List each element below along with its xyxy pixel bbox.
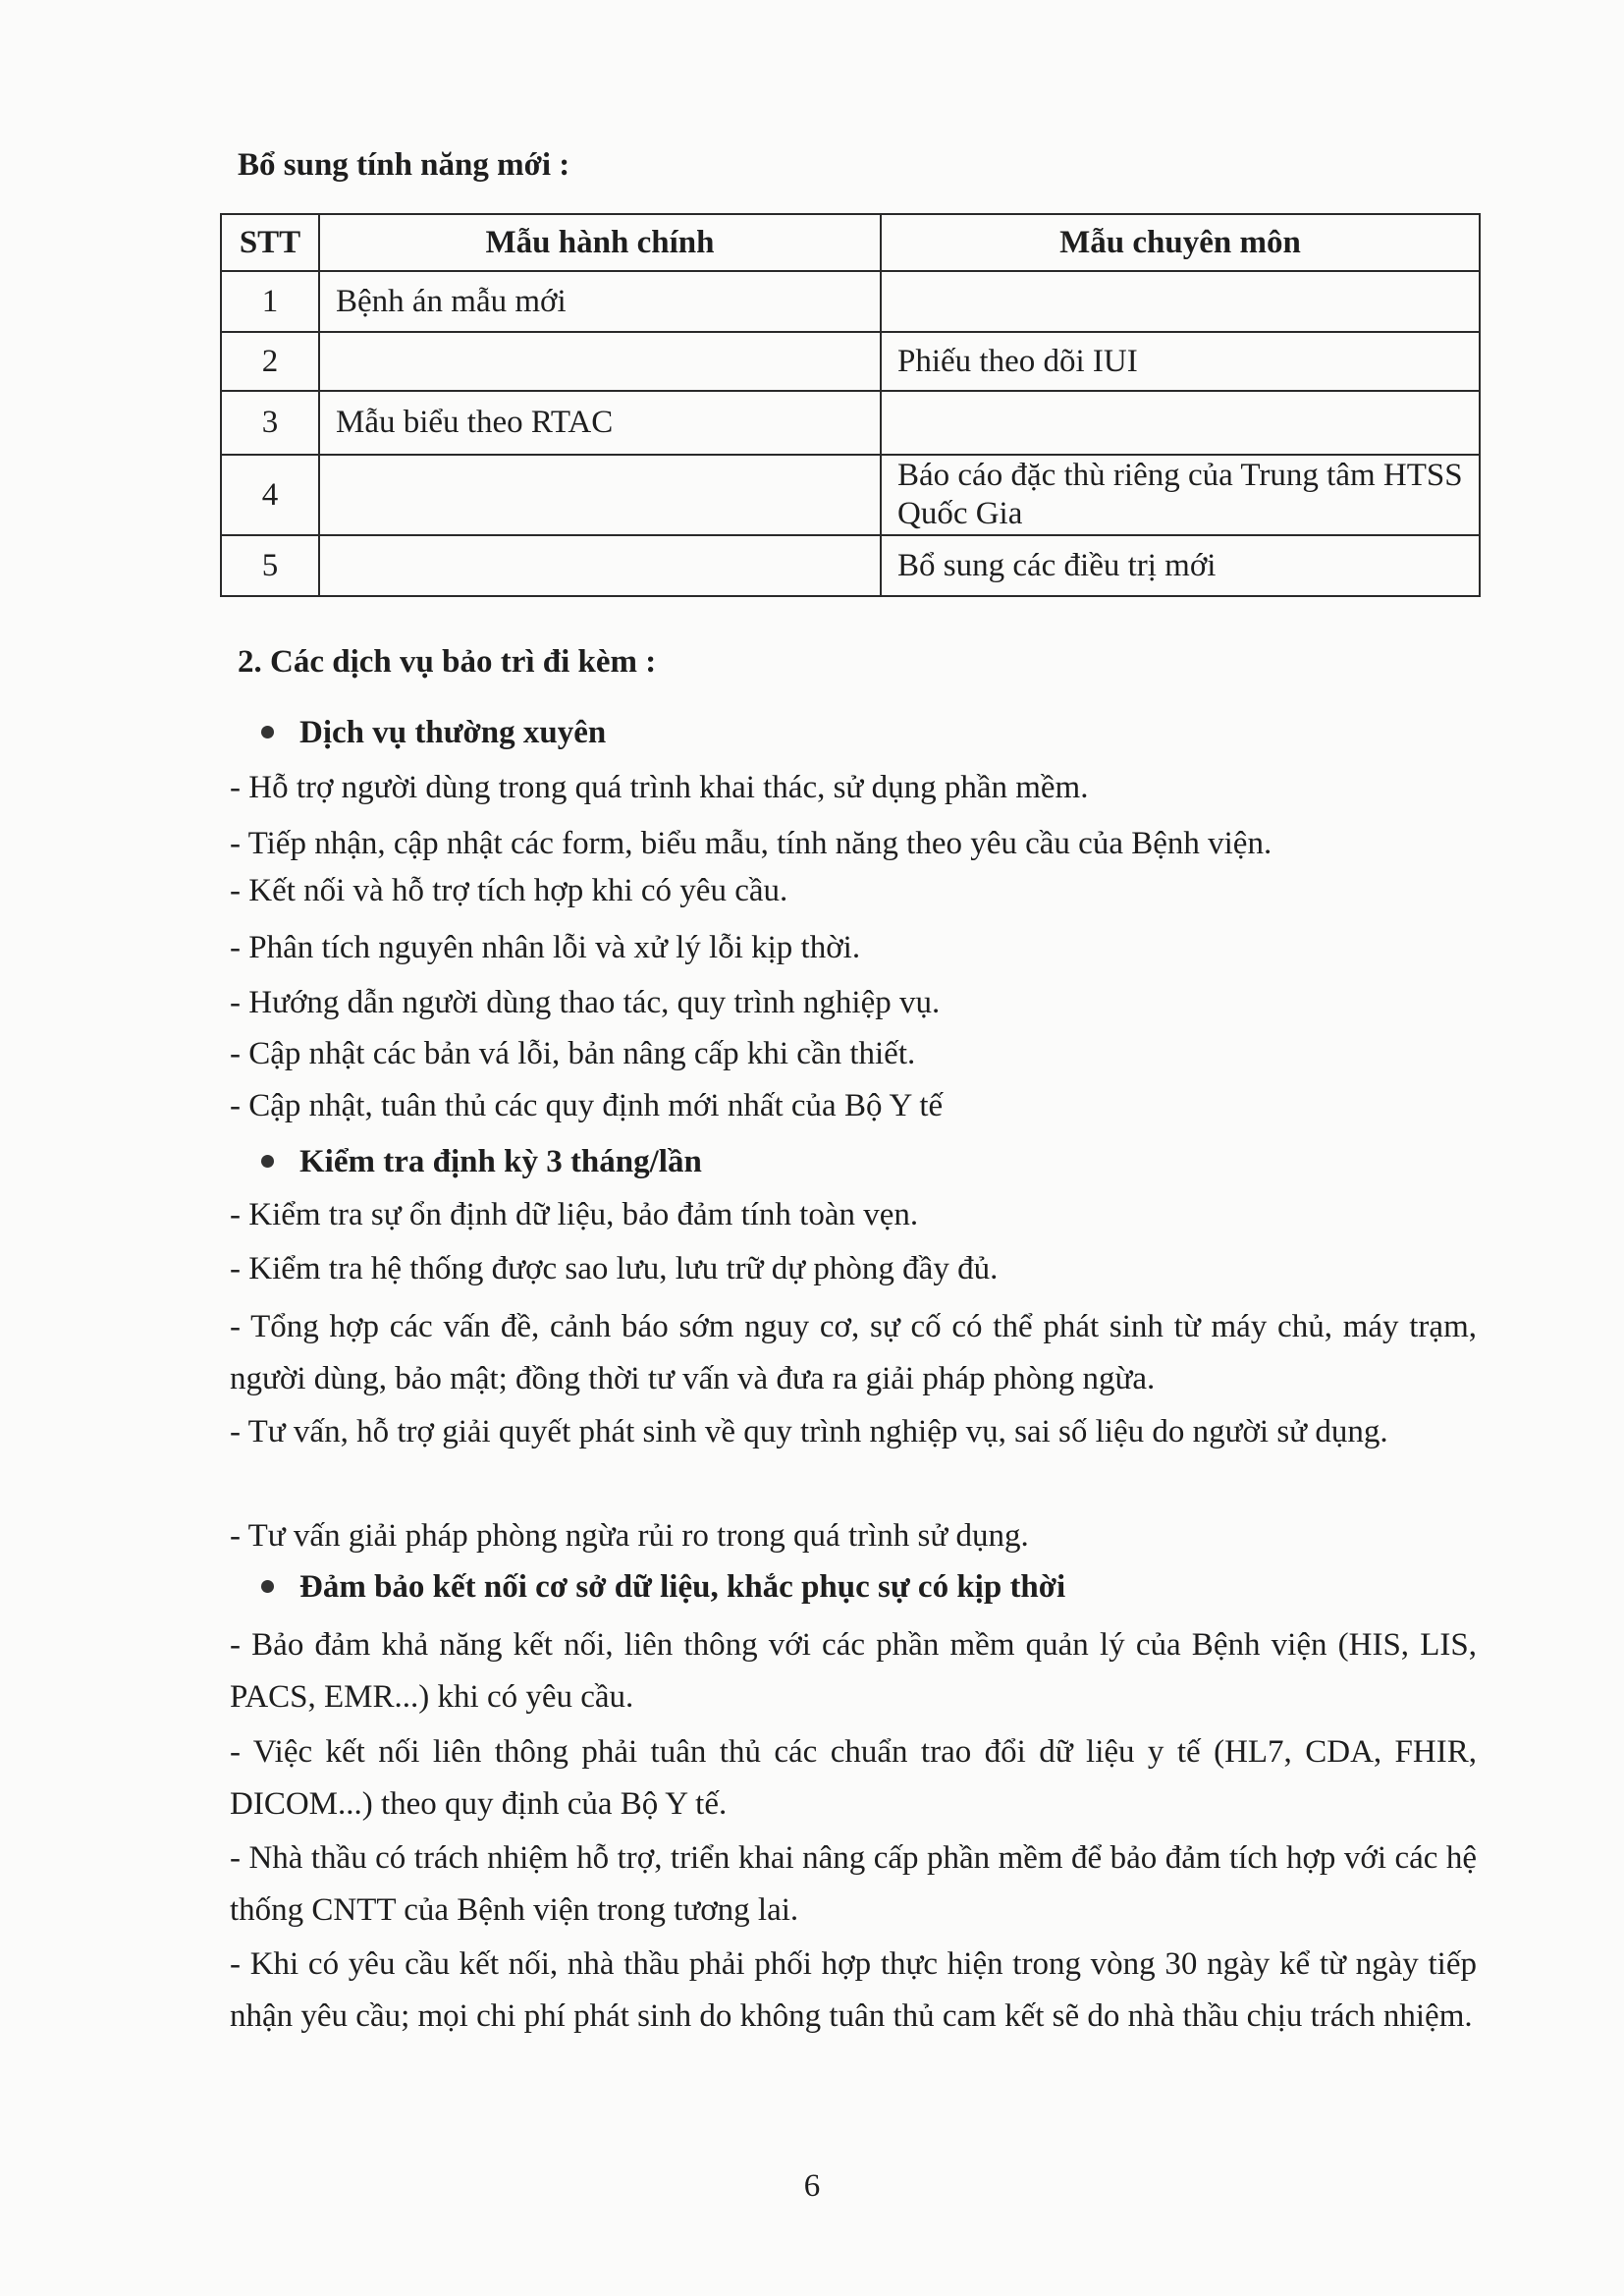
- bullet-icon: [261, 1580, 274, 1593]
- list-item: - Kiểm tra hệ thống được sao lưu, lưu trữ dự phòng đầy đủ.: [230, 1251, 999, 1286]
- group-heading-regular-service: [261, 715, 606, 751]
- list-item: - Khi có yêu cầu kết nối, nhà thầu phải phối hợp thực hiện trong vòng 30 ngày kể từ ngày tiếp nhận yêu cầu; mọi chi phí phát sinh do không tuân thủ cam kết sẽ do nhà thầu chịu trách nhiệm.: [230, 1946, 1477, 2034]
- cell-stt: 5: [221, 535, 319, 596]
- bullet-icon: [261, 726, 274, 738]
- list-item: - Tiếp nhận, cập nhật các form, biểu mẫu, tính năng theo yêu cầu của Bệnh viện.: [230, 826, 1272, 861]
- list-item: - Bảo đảm khả năng kết nối, liên thông với các phần mềm quản lý của Bệnh viện (HIS, LIS, PACS, EMR...) khi có yêu cầu.: [230, 1627, 1477, 1715]
- header-stt: STT: [221, 214, 319, 271]
- table-row: [221, 391, 1480, 455]
- list-item: - Kiểm tra sự ổn định dữ liệu, bảo đảm tính toàn vẹn.: [230, 1197, 919, 1232]
- cell-pro: Báo cáo đặc thù riêng của Trung tâm HTSS Quốc Gia: [881, 455, 1480, 535]
- cell-pro: [881, 271, 1480, 332]
- cell-stt: 4: [221, 455, 319, 535]
- cell-stt: 1: [221, 271, 319, 332]
- cell-pro: Phiếu theo dõi IUI: [881, 332, 1480, 391]
- list-item: - Việc kết nối liên thông phải tuân thủ các chuẩn trao đổi dữ liệu y tế (HL7, CDA, FHIR, DICOM...) theo quy định của Bộ Y tế.: [230, 1734, 1477, 1822]
- group-heading-text: Dịch vụ thường xuyên: [299, 715, 607, 750]
- cell-admin: [319, 535, 881, 596]
- section-2-title: 2. Các dịch vụ bảo trì đi kèm :: [238, 644, 657, 680]
- list-item: - Nhà thầu có trách nhiệm hỗ trợ, triển khai nâng cấp phần mềm để bảo đảm tích hợp với các hệ thống CNTT của Bệnh viện trong tương lai.: [230, 1840, 1477, 1928]
- features-table: [220, 213, 1481, 597]
- table-row: [221, 271, 1480, 332]
- cell-stt: 3: [221, 391, 319, 455]
- table-header-row: [221, 214, 1480, 271]
- table-row: [221, 332, 1480, 391]
- cell-stt: 2: [221, 332, 319, 391]
- list-item: - Cập nhật, tuân thủ các quy định mới nhất của Bộ Y tế: [230, 1088, 944, 1123]
- list-item: - Tư vấn, hỗ trợ giải quyết phát sinh về quy trình nghiệp vụ, sai số liệu do người sử dụng.: [230, 1414, 1388, 1449]
- cell-pro: [881, 391, 1480, 455]
- page-number: 6: [803, 2168, 821, 2204]
- header-professional-forms: Mẫu chuyên môn: [881, 214, 1480, 271]
- cell-admin: [319, 455, 881, 535]
- bullet-icon: [261, 1155, 274, 1168]
- list-item: - Cập nhật các bản vá lỗi, bản nâng cấp khi cần thiết.: [230, 1036, 916, 1071]
- list-item: - Tư vấn giải pháp phòng ngừa rủi ro trong quá trình sử dụng.: [230, 1518, 1029, 1554]
- cell-pro: Bổ sung các điều trị mới: [881, 535, 1480, 596]
- group-heading-db-connection: [261, 1569, 1065, 1606]
- section-intro-heading: Bổ sung tính năng mới :: [238, 147, 570, 183]
- cell-admin: [319, 332, 881, 391]
- cell-admin: Bệnh án mẫu mới: [319, 271, 881, 332]
- group-heading-text: Kiểm tra định kỳ 3 tháng/lần: [299, 1144, 702, 1179]
- list-item: - Phân tích nguyên nhân lỗi và xử lý lỗi kịp thời.: [230, 930, 861, 965]
- group-heading-text: Đảm bảo kết nối cơ sở dữ liệu, khắc phục sự có kịp thời: [299, 1569, 1066, 1605]
- table-row: [221, 535, 1480, 596]
- list-item: - Kết nối và hỗ trợ tích hợp khi có yêu cầu.: [230, 873, 788, 908]
- list-item: - Hướng dẫn người dùng thao tác, quy trình nghiệp vụ.: [230, 985, 941, 1020]
- list-item: - Hỗ trợ người dùng trong quá trình khai thác, sử dụng phần mềm.: [230, 770, 1089, 805]
- table-row: [221, 455, 1480, 535]
- header-admin-forms: Mẫu hành chính: [319, 214, 881, 271]
- group-heading-quarterly-check: [261, 1144, 702, 1180]
- list-item: - Tổng hợp các vấn đề, cảnh báo sớm nguy cơ, sự cố có thể phát sinh từ máy chủ, máy trạm, người dùng, bảo mật; đồng thời tư vấn và đưa ra giải pháp phòng ngừa.: [230, 1309, 1477, 1396]
- cell-admin: Mẫu biểu theo RTAC: [319, 391, 881, 455]
